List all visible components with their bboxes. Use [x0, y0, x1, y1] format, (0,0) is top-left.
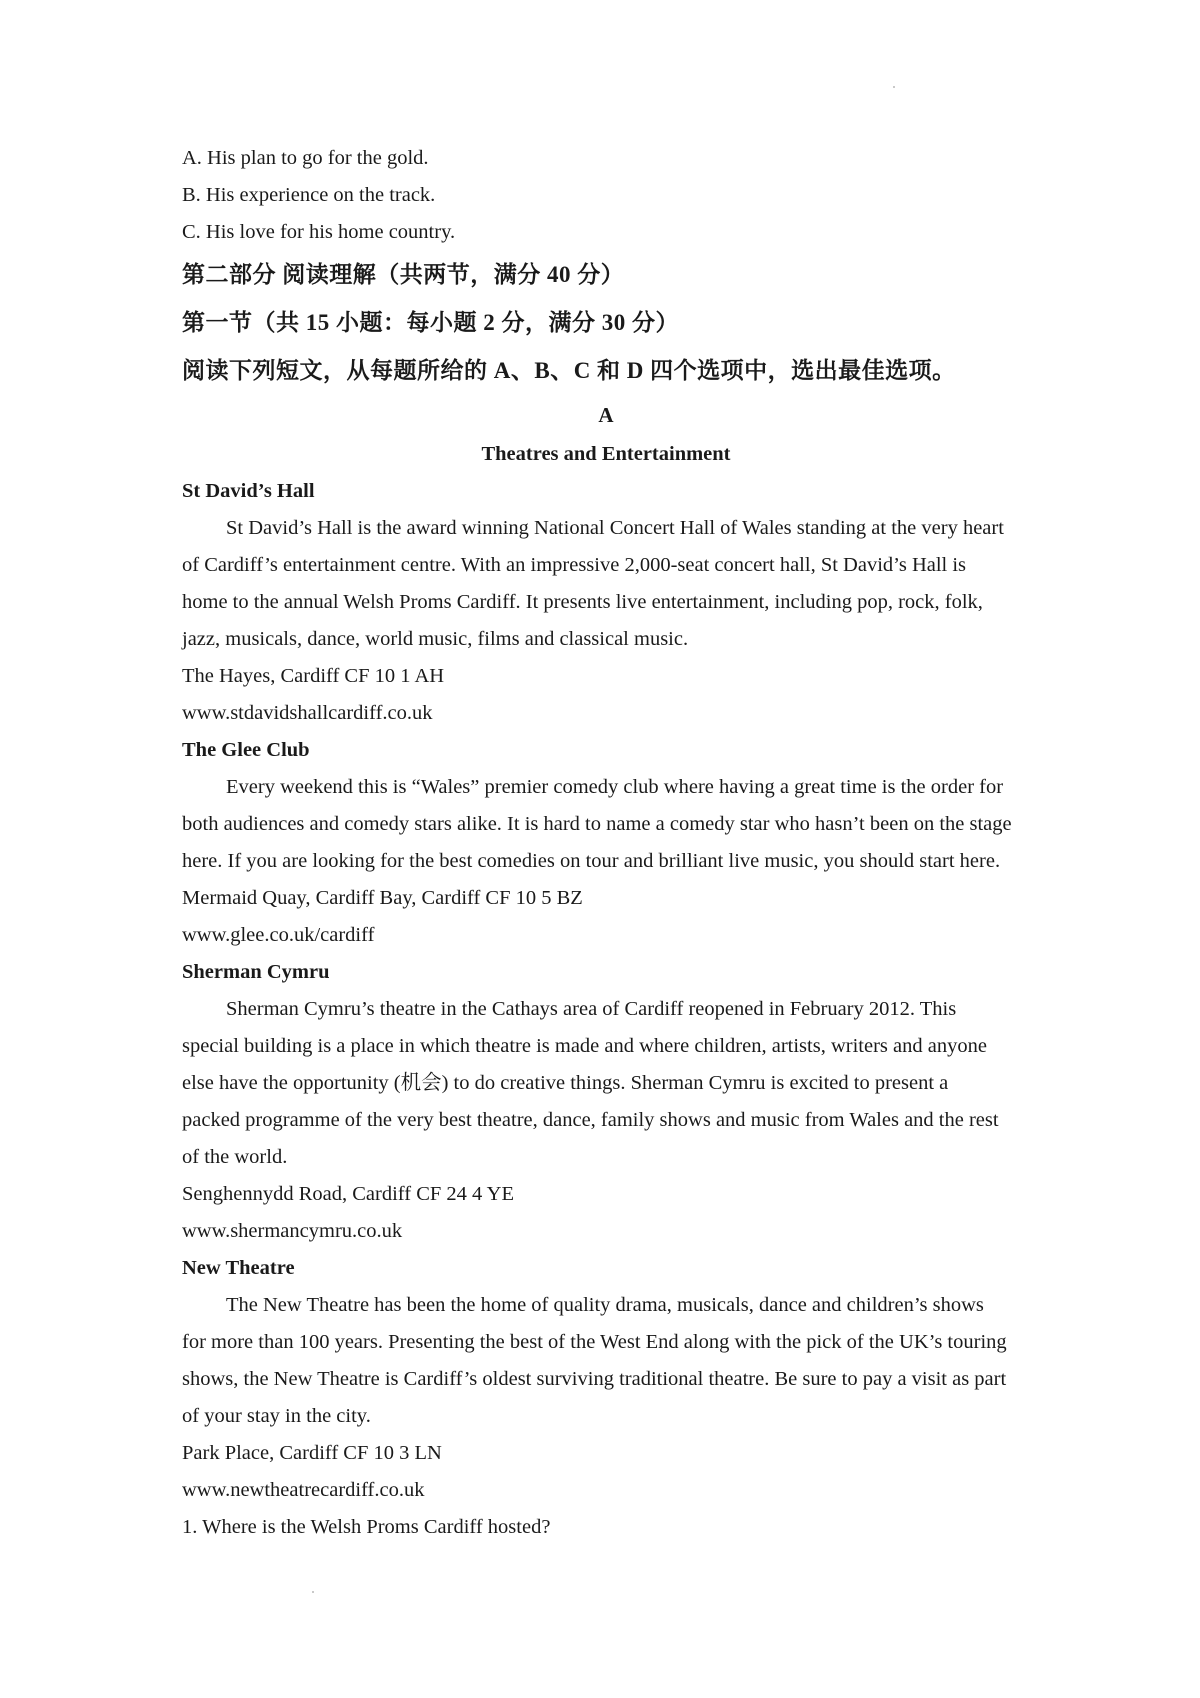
paragraph-line: Every weekend this is “Wales” premier comedy club where having a great time is the order for: [226, 776, 1004, 798]
paragraph-line: St David’s Hall is the award winning National Concert Hall of Wales standing at the very heart: [226, 517, 1004, 539]
part-two-header: 第二部分 阅读理解（共两节，满分 40 分）: [182, 262, 625, 287]
passage-label: A: [598, 403, 614, 427]
paragraph-line: shows, the New Theatre is Cardiff’s oldest surviving traditional theatre. Be sure to pay a visit as part: [182, 1368, 1007, 1390]
instructions: 阅读下列短文，从每题所给的 A、B、C 和 D 四个选项中，选出最佳选项。: [182, 358, 956, 383]
paragraph-line: else have the opportunity (机会) to do creative things. Sherman Cymru is excited to present a: [182, 1072, 949, 1094]
venue-website: www.stdavidshallcardiff.co.uk: [182, 702, 433, 724]
paragraph-line: packed programme of the very best theatre, dance, family shows and music from Wales and the rest: [182, 1109, 999, 1131]
venue-name: The Glee Club: [182, 739, 310, 761]
venue-address: Park Place, Cardiff CF 10 3 LN: [182, 1442, 442, 1464]
section-one-header: 第一节（共 15 小题：每小题 2 分，满分 30 分）: [182, 310, 679, 335]
paragraph-line: The New Theatre has been the home of quality drama, musicals, dance and children’s shows: [226, 1294, 984, 1316]
option-c: C. His love for his home country.: [182, 221, 456, 243]
venue-address: Senghennydd Road, Cardiff CF 24 4 YE: [182, 1183, 514, 1205]
paragraph-line: home to the annual Welsh Proms Cardiff. It presents live entertainment, including pop, rock, folk,: [182, 591, 983, 613]
answer-options: [182, 140, 1030, 251]
venue-name: Sherman Cymru: [182, 961, 330, 983]
paragraph-line: of Cardiff’s entertainment centre. With an impressive 2,000-seat concert hall, St David’s Hall is: [182, 554, 967, 576]
venue-glee-club: [182, 732, 1030, 954]
question-1: 1. Where is the Welsh Proms Cardiff hosted?: [182, 1516, 551, 1538]
venue-new-theatre: [182, 1250, 1030, 1509]
venue-address: Mermaid Quay, Cardiff Bay, Cardiff CF 10 5 BZ: [182, 887, 583, 909]
paragraph-line: here. If you are looking for the best comedies on tour and brilliant live music, you should start here.: [182, 850, 1001, 872]
paragraph-line: of the world.: [182, 1146, 288, 1168]
passage-title: Theatres and Entertainment: [481, 443, 731, 465]
page-content: [182, 140, 1030, 1546]
venue-name: St David’s Hall: [182, 480, 315, 502]
option-b: B. His experience on the track.: [182, 184, 436, 206]
venue-st-davids-hall: [182, 473, 1030, 732]
scan-speck: [312, 1591, 314, 1593]
paragraph-line: jazz, musicals, dance, world music, films and classical music.: [182, 628, 689, 650]
venue-website: www.newtheatrecardiff.co.uk: [182, 1479, 425, 1501]
venue-website: www.shermancymru.co.uk: [182, 1220, 403, 1242]
paragraph-line: Sherman Cymru’s theatre in the Cathays area of Cardiff reopened in February 2012. This: [226, 998, 957, 1020]
venue-address: The Hayes, Cardiff CF 10 1 AH: [182, 665, 445, 687]
venue-name: New Theatre: [182, 1257, 295, 1279]
paragraph-line: of your stay in the city.: [182, 1405, 371, 1427]
paragraph-line: for more than 100 years. Presenting the best of the West End along with the pick of the UK’s touring: [182, 1331, 1007, 1353]
option-a: A. His plan to go for the gold.: [182, 147, 429, 169]
paragraph-line: special building is a place in which theatre is made and where children, artists, writers and anyone: [182, 1035, 987, 1057]
venue-sherman-cymru: [182, 954, 1030, 1250]
scan-speck: [893, 86, 895, 88]
section-headers: [182, 251, 1030, 395]
venue-website: www.glee.co.uk/cardiff: [182, 924, 375, 946]
paragraph-line: both audiences and comedy stars alike. It is hard to name a comedy star who hasn’t been on the stage: [182, 813, 1012, 835]
